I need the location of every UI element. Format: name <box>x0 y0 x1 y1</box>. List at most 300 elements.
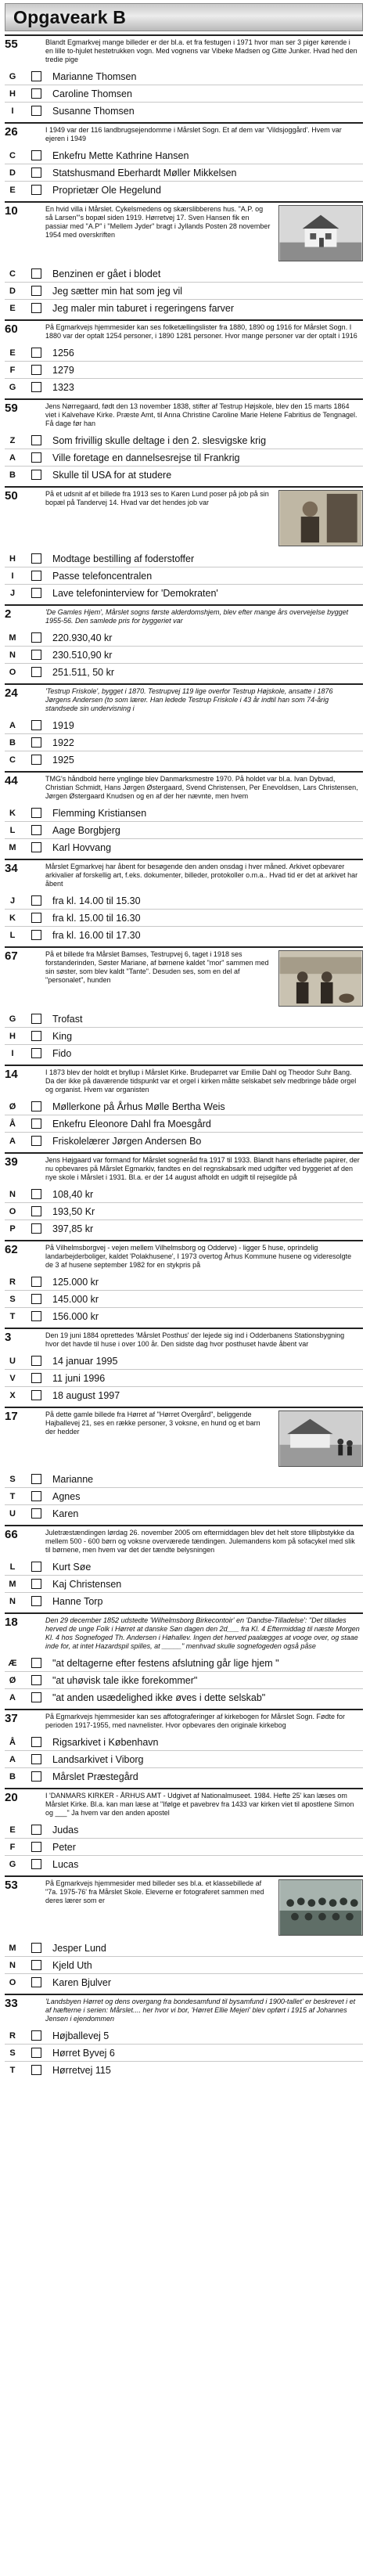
question-header <box>5 205 363 261</box>
answer-option[interactable] <box>5 102 363 119</box>
answer-option[interactable] <box>5 361 363 378</box>
answer-option[interactable] <box>5 909 363 926</box>
question-text: I 1873 blev der holdt et bryllup i Mårslet Kirke. Brudeparret var Emilie Dahl og Theodor Suhr Bang. Da der ikke på daværende tidspunkt var et orgel i kirken måtte selskabet selv medbringe både orgel og organist. Hvem var organisten <box>45 1068 357 1093</box>
answer-options <box>5 1186 363 1237</box>
option-checkbox[interactable] <box>31 1842 41 1852</box>
question-60 <box>5 319 363 398</box>
question-header <box>5 863 363 888</box>
answer-option[interactable] <box>5 282 363 299</box>
option-label: 1919 <box>52 719 74 731</box>
answer-options <box>5 1821 363 1872</box>
answer-option[interactable] <box>5 838 363 856</box>
option-letter: Æ <box>8 1658 17 1668</box>
option-checkbox[interactable] <box>31 382 41 392</box>
option-checkbox[interactable] <box>31 2065 41 2075</box>
option-checkbox[interactable] <box>31 268 41 279</box>
option-letter: M <box>9 1579 16 1589</box>
answer-option[interactable] <box>5 1855 363 1872</box>
option-letter: F <box>9 365 16 375</box>
option-letter: Å <box>9 1119 16 1129</box>
option-letter: R <box>9 2030 16 2041</box>
option-letter: B <box>9 1771 16 1782</box>
option-label: Kjeld Uth <box>52 1959 92 1971</box>
option-checkbox[interactable] <box>31 1692 41 1702</box>
answer-option[interactable] <box>5 1487 363 1504</box>
option-letter: J <box>9 895 16 906</box>
option-label: Jeg sætter min hat som jeg vil <box>52 285 183 297</box>
question-33 <box>5 1994 363 2081</box>
option-checkbox[interactable] <box>31 842 41 852</box>
option-checkbox[interactable] <box>31 106 41 116</box>
option-letter: N <box>9 1189 16 1199</box>
option-checkbox[interactable] <box>31 1373 41 1383</box>
option-label: fra kl. 16.00 til 17.30 <box>52 929 141 941</box>
answer-option[interactable] <box>5 1471 363 1487</box>
option-label: "at uhøvisk tale ikke forekommer" <box>52 1674 198 1686</box>
question-number: 53 <box>5 1879 18 1892</box>
option-checkbox[interactable] <box>31 1311 41 1321</box>
answer-options <box>5 68 363 119</box>
answer-option[interactable] <box>5 181 363 198</box>
question-photo <box>278 1879 363 1936</box>
option-letter: A <box>9 452 16 463</box>
answer-option[interactable] <box>5 821 363 838</box>
option-checkbox[interactable] <box>31 1491 41 1501</box>
answer-option[interactable] <box>5 1767 363 1785</box>
answer-option[interactable] <box>5 378 363 395</box>
option-checkbox[interactable] <box>31 1508 41 1519</box>
answer-option[interactable] <box>5 164 363 181</box>
answer-option[interactable] <box>5 432 363 449</box>
question-number: 60 <box>5 322 18 336</box>
question-10 <box>5 201 363 319</box>
option-letter: A <box>9 1136 16 1146</box>
answer-options <box>5 1274 363 1324</box>
option-letter: G <box>9 1859 16 1869</box>
option-checkbox[interactable] <box>31 1277 41 1287</box>
answer-option[interactable] <box>5 2027 363 2044</box>
answer-option[interactable] <box>5 1734 363 1750</box>
option-label: Peter <box>52 1841 76 1853</box>
answer-options <box>5 717 363 768</box>
answer-option[interactable] <box>5 646 363 663</box>
option-checkbox[interactable] <box>31 895 41 906</box>
question-text: 'Testrup Friskole', bygget i 1870. Testrupvej 119 lige overfor Testrup Højskole, ansatte i 1876 Jørgens Andersen (to som lærer. Han ledede Testrup Friskole i 43 år indtil han som 74-årig standsede sin undervisning i <box>45 687 333 712</box>
option-checkbox[interactable] <box>31 168 41 178</box>
option-letter: G <box>9 1014 16 1024</box>
option-letter: C <box>9 268 16 279</box>
answer-option[interactable] <box>5 1202 363 1220</box>
option-letter: O <box>9 1977 16 1987</box>
question-number: 24 <box>5 686 18 700</box>
question-list <box>5 34 363 2081</box>
option-checkbox[interactable] <box>31 1596 41 1606</box>
answer-option[interactable] <box>5 1838 363 1855</box>
option-checkbox[interactable] <box>31 1737 41 1747</box>
option-label: King <box>52 1030 73 1042</box>
answer-option[interactable] <box>5 1592 363 1609</box>
option-checkbox[interactable] <box>31 1294 41 1304</box>
question-header <box>5 1529 363 1555</box>
option-label: 18 august 1997 <box>52 1389 120 1401</box>
option-label: Karen <box>52 1508 79 1519</box>
option-letter: H <box>9 1031 16 1041</box>
question-24 <box>5 683 363 771</box>
answer-option[interactable] <box>5 1307 363 1324</box>
option-checkbox[interactable] <box>31 1943 41 1953</box>
question-header <box>5 1068 363 1094</box>
question-20 <box>5 1788 363 1875</box>
option-checkbox[interactable] <box>31 720 41 730</box>
answer-option[interactable] <box>5 1115 363 1132</box>
option-letter: C <box>9 755 16 765</box>
option-label: 1279 <box>52 364 74 376</box>
option-label: Karl Hovvang <box>52 841 112 853</box>
option-label: fra kl. 15.00 til 16.30 <box>52 912 141 924</box>
question-text: Mårslet Egmarkvej har åbent for besøgende den anden onsdag i hver måned. Arkivet opbevarer arkivalier af forskellig art, f.eks. dokumenter, billeder, protokoller o.m.a.. Hvad tid er det at arkivet har åbent <box>45 863 358 888</box>
farm-photo <box>279 1411 362 1466</box>
question-photo <box>278 205 363 261</box>
question-number: 55 <box>5 38 18 51</box>
answer-option[interactable] <box>5 926 363 943</box>
answer-option[interactable] <box>5 1044 363 1061</box>
option-checkbox[interactable] <box>31 1390 41 1400</box>
option-letter: O <box>9 1206 16 1216</box>
option-checkbox[interactable] <box>31 150 41 160</box>
question-text: I 1949 var der 116 landbrugsejendomme i Mårslet Sogn. Et af dem var 'Vildsjoggård'. Hvem var ejeren i 1949 <box>45 126 342 142</box>
answer-option[interactable] <box>5 2061 363 2078</box>
option-checkbox[interactable] <box>31 470 41 480</box>
answer-option[interactable] <box>5 1132 363 1149</box>
question-text: Jens Højgaard var formand for Mårslet sogneråd fra 1917 til 1933. Blandt hans efterladte papirer, der nu opbevares på Mårslet Egmarkiv, fandtes en del regnskabsark med udgifter ved byggeriet af den nye skole i Mårslet i 1931. Bl.a. er der 14 august afholdt en udgift til rejsegilde på <box>45 1156 360 1181</box>
answer-option[interactable] <box>5 629 363 646</box>
question-number: 34 <box>5 862 18 875</box>
option-label: 193,50 Kr <box>52 1205 95 1217</box>
question-number: 66 <box>5 1528 18 1541</box>
option-label: Jesper Lund <box>52 1942 106 1954</box>
option-label: Marianne <box>52 1473 94 1485</box>
option-checkbox[interactable] <box>31 755 41 765</box>
question-header <box>5 1713 363 1730</box>
option-label: Hørretvej 115 <box>52 2064 111 2076</box>
question-text: TMG's håndbold herre ynglinge blev Danmarksmestre 1970. På holdet var bl.a. Ivan Dybvad, Christian Schmidt, Hans Jørgen Østergaard, Svend Christensen, Per Enevoldsen, Lars Christensen, Jørgen Østergaard Knudsen og en af der her nævnte, men hvem <box>45 775 358 800</box>
option-checkbox[interactable] <box>31 185 41 195</box>
answer-option[interactable] <box>5 1186 363 1202</box>
answer-option[interactable] <box>5 1671 363 1688</box>
option-label: 14 januar 1995 <box>52 1355 118 1367</box>
option-letter: I <box>11 571 14 581</box>
question-37 <box>5 1709 363 1788</box>
option-label: Hørret Byvej 6 <box>52 2047 115 2059</box>
option-checkbox[interactable] <box>31 553 41 564</box>
option-letter: Ø <box>9 1675 16 1685</box>
question-text: På Vilhelmsborgvej - vejen mellem Vilhelmsborg og Odderve) - ligger 5 huse, oprindelig landarbejderboliger, kaldet 'Polakhusene', I 1973 overtog Århus Kommune husene og videresolgte de 3 af husene september 1982 for en stykpris på <box>45 1244 352 1269</box>
question-header <box>5 608 363 625</box>
option-label: Karen Bjulver <box>52 1976 112 1988</box>
option-label: Agnes <box>52 1490 81 1502</box>
option-letter: M <box>9 842 16 852</box>
question-text: 'Landsbyen Hørret og dens overgang fra bondesamfund til bysamfund i 1900-tallet' er beskrevet i et af hæfterne i serien: Mårslet.... her hvor vi bor, 'Hørret Ellie Mejeri' blev opført i 1915 af Johannes Jensen i ejendommen <box>45 1998 356 2023</box>
answer-options <box>5 432 363 483</box>
option-checkbox[interactable] <box>31 1579 41 1589</box>
question-header <box>5 402 363 428</box>
answer-options <box>5 629 363 680</box>
option-checkbox[interactable] <box>31 303 41 313</box>
option-label: 1256 <box>52 347 74 358</box>
answer-option[interactable] <box>5 449 363 466</box>
option-checkbox[interactable] <box>31 1119 41 1129</box>
option-letter: V <box>9 1373 16 1383</box>
option-checkbox[interactable] <box>31 2048 41 2058</box>
answer-option[interactable] <box>5 68 363 85</box>
answer-option[interactable] <box>5 1558 363 1575</box>
option-letter: T <box>9 1311 16 1321</box>
option-label: 11 juni 1996 <box>52 1372 106 1384</box>
question-photo <box>278 1410 363 1467</box>
worksheet-page <box>5 0 363 2081</box>
option-label: Friskolelærer Jørgen Andersen Bo <box>52 1135 202 1147</box>
answer-option[interactable] <box>5 751 363 768</box>
option-checkbox[interactable] <box>31 1771 41 1782</box>
answer-option[interactable] <box>5 265 363 282</box>
option-checkbox[interactable] <box>31 365 41 375</box>
answer-option[interactable] <box>5 1940 363 1956</box>
question-header <box>5 1998 363 2023</box>
option-label: Højballevej 5 <box>52 2030 110 2041</box>
option-letter: M <box>9 632 16 643</box>
option-checkbox[interactable] <box>31 348 41 358</box>
option-checkbox[interactable] <box>31 571 41 581</box>
option-letter: N <box>9 1960 16 1970</box>
answer-options <box>5 1011 363 1061</box>
option-checkbox[interactable] <box>31 1356 41 1366</box>
option-letter: K <box>9 913 16 923</box>
answer-option[interactable] <box>5 1973 363 1991</box>
answer-option[interactable] <box>5 1821 363 1838</box>
option-checkbox[interactable] <box>31 913 41 923</box>
answer-option[interactable] <box>5 1290 363 1307</box>
question-photo <box>278 490 363 546</box>
option-letter: O <box>9 667 16 677</box>
question-number: 67 <box>5 949 18 963</box>
question-66 <box>5 1525 363 1612</box>
question-text: 'De Gamles Hjem', Mårslet sogns første alderdomshjem, blev efter mange års overvejelse bygget 1955-56. Den samlede pris for byggeriet var <box>45 608 349 625</box>
question-67 <box>5 946 363 1065</box>
option-checkbox[interactable] <box>31 1754 41 1764</box>
question-3 <box>5 1328 363 1407</box>
option-checkbox[interactable] <box>31 1136 41 1146</box>
option-letter: M <box>9 1943 16 1953</box>
option-checkbox[interactable] <box>31 435 41 445</box>
option-label: Passe telefoncentralen <box>52 570 153 582</box>
option-checkbox[interactable] <box>31 1562 41 1572</box>
answer-option[interactable] <box>5 1369 363 1386</box>
question-text: Jens Nørregaard, født den 13 november 1838, stifter af Testrup Højskole, blev den 15 marts 1864 viet i Kalvehave Kirke. Præste Amt, til Anna Christine Caroline Marie Helene Fabritius de Tengnagel. Få dage før han <box>45 402 357 427</box>
answer-options <box>5 1353 363 1403</box>
question-number: 62 <box>5 1243 18 1256</box>
answer-options <box>5 1655 363 1706</box>
option-checkbox[interactable] <box>31 1189 41 1199</box>
question-34 <box>5 859 363 946</box>
question-number: 50 <box>5 489 18 503</box>
option-letter: N <box>9 650 16 660</box>
option-label: 1323 <box>52 381 74 393</box>
question-text: På et billede fra Mårslet Bamses, Testrupvej 6, taget i 1918 ses forstanderinden, Søster Mariane, af børnene kaldet "mor" sammen med sin søster, som blev kaldt "Tante". Desuden ses, som en del af "personalet", hunden <box>45 950 269 984</box>
answer-option[interactable] <box>5 1220 363 1237</box>
option-checkbox[interactable] <box>31 1014 41 1024</box>
answer-option[interactable] <box>5 2044 363 2061</box>
question-55 <box>5 34 363 122</box>
option-letter: B <box>9 470 16 480</box>
answer-option[interactable] <box>5 1575 363 1592</box>
option-letter: U <box>9 1356 16 1366</box>
option-letter: S <box>9 2048 16 2058</box>
option-checkbox[interactable] <box>31 1223 41 1234</box>
question-text: På Egmarkvejs hjemmesider kan ses folketællingslister fra 1880, 1890 og 1916 for Mårslet Sogn. I 1880 var der optalt 1254 personer, i 1890 1281 personer. Hvor mange personer var der optalt i 1916 <box>45 323 357 340</box>
answer-option[interactable] <box>5 1011 363 1027</box>
option-label: Enkefru Eleonore Dahl fra Moesgård <box>52 1118 211 1129</box>
option-checkbox[interactable] <box>31 286 41 296</box>
answer-option[interactable] <box>5 299 363 316</box>
option-checkbox[interactable] <box>31 1031 41 1041</box>
option-label: Marianne Thomsen <box>52 70 137 82</box>
option-letter: I <box>11 106 14 116</box>
option-checkbox[interactable] <box>31 1960 41 1970</box>
option-letter: S <box>9 1474 16 1484</box>
house-photo <box>279 206 362 261</box>
option-letter: L <box>9 825 16 835</box>
answer-option[interactable] <box>5 567 363 584</box>
question-62 <box>5 1240 363 1328</box>
question-26 <box>5 122 363 201</box>
option-checkbox[interactable] <box>31 588 41 598</box>
answer-option[interactable] <box>5 1688 363 1706</box>
option-checkbox[interactable] <box>31 632 41 643</box>
option-checkbox[interactable] <box>31 930 41 940</box>
option-label: Modtage bestilling af foderstoffer <box>52 553 195 564</box>
option-letter: K <box>9 808 16 818</box>
answer-options <box>5 2027 363 2078</box>
answer-option[interactable] <box>5 147 363 164</box>
answer-option[interactable] <box>5 1956 363 1973</box>
question-number: 33 <box>5 1997 18 2010</box>
option-checkbox[interactable] <box>31 1658 41 1668</box>
answer-option[interactable] <box>5 1655 363 1671</box>
option-checkbox[interactable] <box>31 808 41 818</box>
question-number: 59 <box>5 402 18 415</box>
answer-option[interactable] <box>5 717 363 733</box>
question-header <box>5 1616 363 1651</box>
option-checkbox[interactable] <box>31 1859 41 1869</box>
option-letter: L <box>9 930 16 940</box>
answer-option[interactable] <box>5 584 363 601</box>
option-label: Kurt Søe <box>52 1561 92 1573</box>
option-label: Statshusmand Eberhardt Møller Mikkelsen <box>52 167 237 178</box>
option-letter: A <box>9 1754 16 1764</box>
option-checkbox[interactable] <box>31 650 41 660</box>
answer-options <box>5 1471 363 1522</box>
answer-option[interactable] <box>5 1274 363 1290</box>
option-checkbox[interactable] <box>31 452 41 463</box>
option-checkbox[interactable] <box>31 88 41 99</box>
question-text: På Egmarkvejs hjemmesider kan ses affotograferinger af kirkebogen for Mårslet Sogn. Fødte for perioden 1917-1955, med navnelister. Hvor opbevares den originale kirkebog <box>45 1713 346 1729</box>
answer-option[interactable] <box>5 466 363 483</box>
option-checkbox[interactable] <box>31 1206 41 1216</box>
option-letter: E <box>9 348 16 358</box>
group-photo <box>279 951 362 1006</box>
answer-option[interactable] <box>5 1386 363 1403</box>
answer-option[interactable] <box>5 663 363 680</box>
option-checkbox[interactable] <box>31 71 41 81</box>
answer-options <box>5 265 363 316</box>
option-letter: A <box>9 720 16 730</box>
option-label: Mårslet Præstegård <box>52 1771 138 1782</box>
option-letter: H <box>9 88 16 99</box>
option-checkbox[interactable] <box>31 825 41 835</box>
option-checkbox[interactable] <box>31 737 41 748</box>
answer-option[interactable] <box>5 805 363 821</box>
option-letter: E <box>9 303 16 313</box>
option-label: Skulle til USA for at studere <box>52 469 172 481</box>
answer-option[interactable] <box>5 1504 363 1522</box>
answer-option[interactable] <box>5 1750 363 1767</box>
answer-option[interactable] <box>5 733 363 751</box>
question-2 <box>5 604 363 683</box>
question-header <box>5 1156 363 1182</box>
option-checkbox[interactable] <box>31 1675 41 1685</box>
question-header <box>5 687 363 713</box>
option-letter: G <box>9 71 16 81</box>
option-letter: U <box>9 1508 16 1519</box>
option-checkbox[interactable] <box>31 1977 41 1987</box>
question-53 <box>5 1875 363 1994</box>
question-number: 39 <box>5 1155 18 1169</box>
option-checkbox[interactable] <box>31 1825 41 1835</box>
option-letter: D <box>9 168 16 178</box>
answer-option[interactable] <box>5 1353 363 1369</box>
answer-option[interactable] <box>5 344 363 361</box>
option-letter: R <box>9 1277 16 1287</box>
question-number: 18 <box>5 1616 18 1629</box>
option-checkbox[interactable] <box>31 1048 41 1058</box>
option-label: Enkefru Mette Kathrine Hansen <box>52 150 189 161</box>
answer-option[interactable] <box>5 1098 363 1115</box>
option-checkbox[interactable] <box>31 1101 41 1111</box>
answer-option[interactable] <box>5 892 363 909</box>
option-letter: T <box>9 2065 16 2075</box>
option-checkbox[interactable] <box>31 667 41 677</box>
option-label: Proprietær Ole Hegelund <box>52 184 161 196</box>
answer-options <box>5 1940 363 1991</box>
option-label: Som frivillig skulle deltage i den 2. slesvigske krig <box>52 434 267 446</box>
option-letter: P <box>9 1223 16 1234</box>
question-header <box>5 775 363 801</box>
option-label: fra kl. 14.00 til 15.30 <box>52 895 141 906</box>
option-label: Rigsarkivet i København <box>52 1736 159 1748</box>
option-checkbox[interactable] <box>31 2030 41 2041</box>
option-letter: Z <box>9 435 16 445</box>
answer-option[interactable] <box>5 550 363 567</box>
option-checkbox[interactable] <box>31 1474 41 1484</box>
answer-option[interactable] <box>5 1027 363 1044</box>
option-letter: J <box>9 588 16 598</box>
answer-option[interactable] <box>5 85 363 102</box>
question-header <box>5 323 363 340</box>
question-text: Blandt Egmarkvej mange billeder er der bl.a. et fra festugen i 1971 hvor man ser 3 piger kørende i en lille to-hjulet hestetrukken vogn. Med vognens var Vibeke Madsen og Gitte Junker. Hvad hed den tredie pige <box>45 38 357 63</box>
answer-options <box>5 550 363 601</box>
question-number: 37 <box>5 1712 18 1725</box>
question-photo <box>278 950 363 1007</box>
